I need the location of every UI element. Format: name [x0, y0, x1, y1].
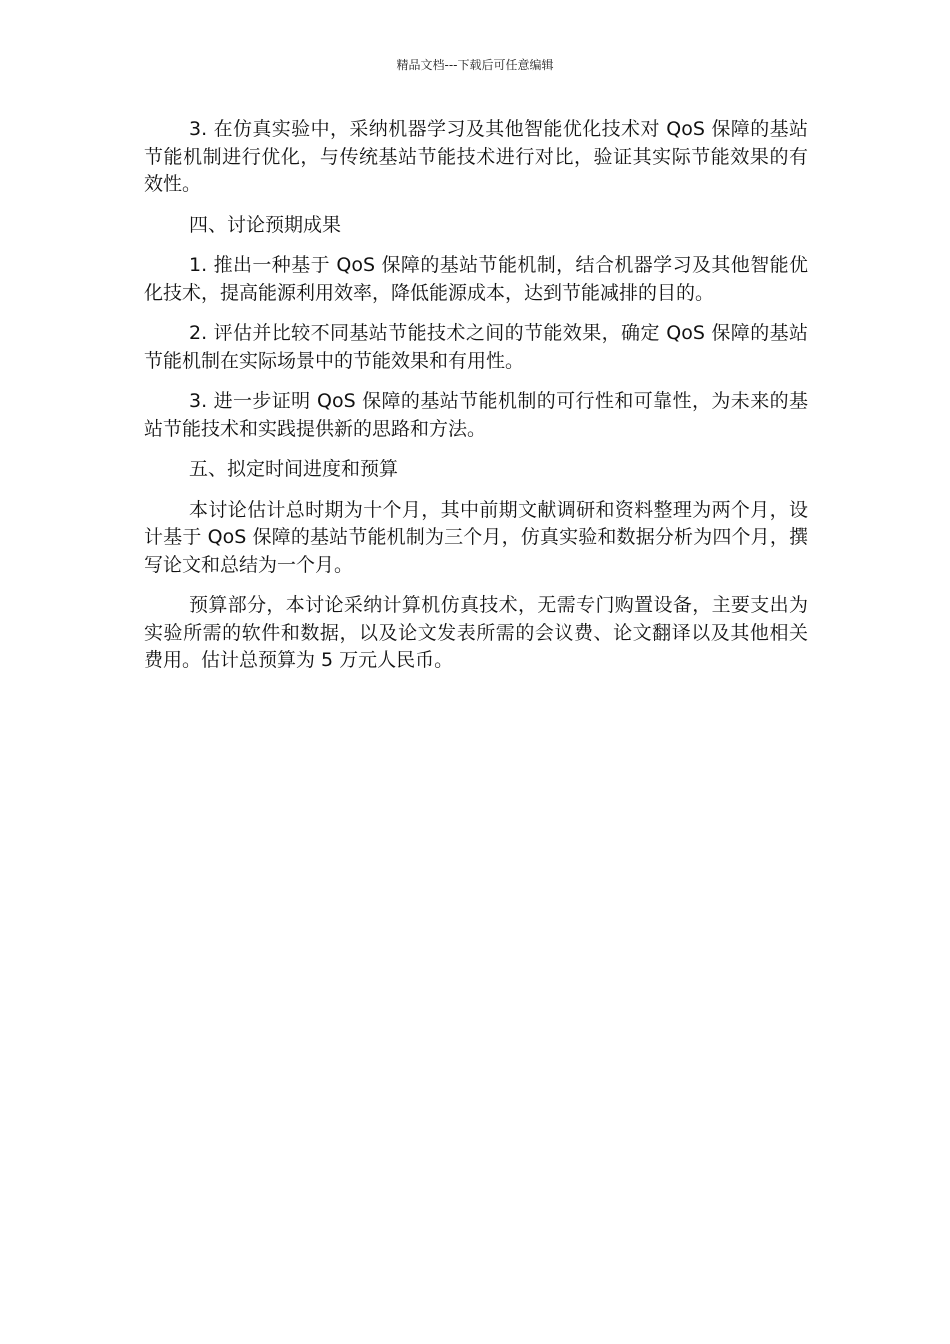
section-heading-expected-results: 四、讨论预期成果	[189, 213, 342, 236]
paragraph-budget: 预算部分，本讨论采纳计算机仿真技术，无需专门购置设备，主要支出为实验所需的软件和数据，以及论文发表所需的会议费、论文翻译以及其他相关费用。估计总预算为 5 万元人民币。	[144, 594, 808, 671]
page-header: 精品文档---下载后可任意编辑	[396, 58, 554, 72]
paragraph-result-2: 2. 评估并比较不同基站节能技术之间的节能效果，确定 QoS 保障的基站节能机制在实际场景中的节能效果和有用性。	[144, 322, 808, 372]
paragraph-result-1: 1. 推出一种基于 QoS 保障的基站节能机制，结合机器学习及其他智能优化技术，提高能源利用效率，降低能源成本，达到节能减排的目的。	[144, 254, 808, 304]
section-heading-schedule-budget: 五、拟定时间进度和预算	[189, 458, 399, 480]
document-body	[144, 116, 808, 688]
paragraph-method-3: 3. 在仿真实验中，采纳机器学习及其他智能优化技术对 QoS 保障的基站节能机制进行优化，与传统基站节能技术进行对比，验证其实际节能效果的有效性。	[144, 118, 808, 195]
paragraph-result-3: 3. 进一步证明 QoS 保障的基站节能机制的可行性和可靠性，为未来的基站节能技术和实践提供新的思路和方法。	[144, 390, 808, 440]
paragraph-schedule: 本讨论估计总时期为十个月，其中前期文献调研和资料整理为两个月，设计基于 QoS 保障的基站节能机制为三个月，仿真实验和数据分析为四个月，撰写论文和总结为一个月。	[144, 498, 808, 576]
